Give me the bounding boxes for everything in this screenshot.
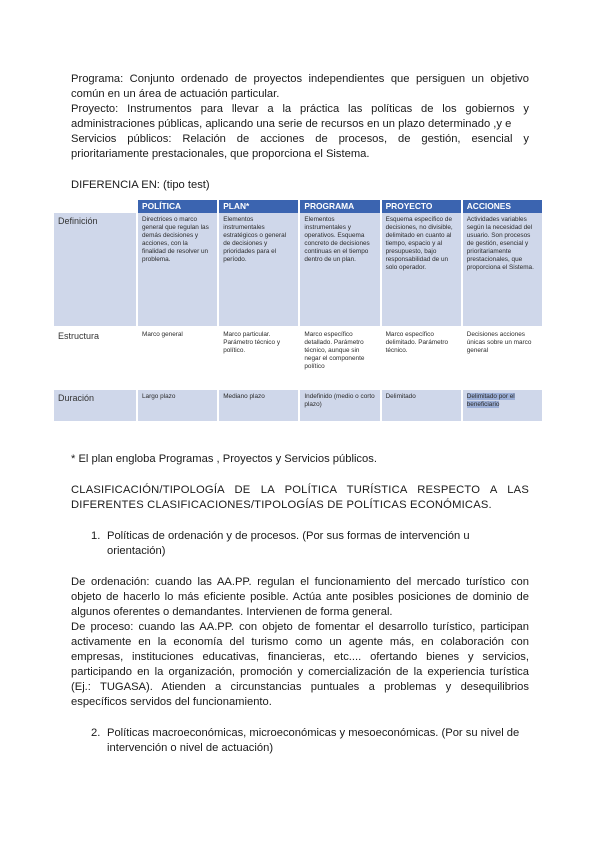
list-item: [91, 529, 529, 559]
clasificacion-heading: CLASIFICACIÓN/TIPOLOGÍA DE LA POLÍTICA TURÍSTICA RESPECTO A LAS DIFERENTES CLASIFICACIONES/TIPOLOGÍAS DE POLÍTICAS ECONÓMICAS.: [71, 484, 529, 511]
header-acciones: ACCIONES: [463, 200, 542, 213]
proceso-paragraph: De proceso: cuando las AA.PP. con objeto de fomentar el desarrollo turístico, participan activamente en la economía del turismo como un agente más, en colaboración con empresas, instituciones educativas, financieras, etc.... ofertando bienes y servicios, participando en la organización, promoción y comercialización de la experiencia turística (Ej.: TUGASA). Atienden a circunstancias puntuales a problemas y desequilibrios específicos servidos del funcionamiento.: [71, 621, 529, 708]
list-number: 2.: [91, 727, 101, 739]
header-programa: PROGRAMA: [300, 200, 379, 213]
table-cell: Marco específico delimitado. Parámetro técnico.: [382, 328, 461, 390]
table-header-row: [54, 200, 542, 213]
list-text: Políticas de ordenación y de procesos. (Por sus formas de intervención u orientación): [107, 530, 470, 557]
intro-section: [71, 72, 529, 193]
table-cell: Marco general: [138, 328, 217, 390]
diferencia-label: DIFERENCIA EN: (tipo test): [71, 179, 210, 191]
table-row: [54, 328, 542, 390]
comparison-table: [52, 200, 544, 438]
table-row: [54, 390, 542, 423]
table-cell: Delimitado: [382, 390, 461, 423]
proyecto-definition: Proyecto: Instrumentos para llevar a la práctica las políticas de los gobiernos y administraciones públicas, aplicando una serie de recursos en un plazo determinado ,y e: [71, 103, 529, 130]
highlighted-text: Delimitado por el beneficiario: [466, 393, 515, 408]
table-cell: Indefinido (medio o corto plazo): [300, 390, 379, 423]
table-cell: Directrices o marco general que regulan las demás decisiones y acciones, con la finalidad de resolver un problema.: [138, 213, 217, 328]
table-row: [54, 213, 542, 328]
table-cell: Esquema específico de decisiones, no divisible, delimitado en cuanto al tiempo, espacio y al presupuesto, bajo responsabilidad de un solo operador.: [382, 213, 461, 328]
list-number: 1.: [91, 530, 101, 542]
header-plan: PLAN*: [219, 200, 298, 213]
servicios-definition: Servicios públicos: Relación de acciones de procesos, de gestión, esencial y prioritariamente prestacionales, que proporciona el Sistema.: [71, 133, 529, 160]
list-text: Políticas macroeconómicas, microeconómicas y mesoeconómicas. (Por su nivel de intervención o nivel de actuación): [107, 727, 520, 754]
row-label-estructura: Estructura: [54, 328, 136, 390]
table-cell: Mediano plazo: [219, 390, 298, 423]
programa-definition: Programa: Conjunto ordenado de proyectos independientes que persiguen un objetivo común en un área de actuación particular.: [71, 73, 529, 100]
table-cell: Decisiones acciones únicas sobre un marco general: [463, 328, 542, 390]
header-proyecto: PROYECTO: [382, 200, 461, 213]
table-cell: Marco particular. Parámetro técnico y político.: [219, 328, 298, 390]
header-politica: POLÍTICA: [138, 200, 217, 213]
row-label-definicion: Definición: [54, 213, 136, 328]
ordenacion-paragraph: De ordenación: cuando las AA.PP. regulan el funcionamiento del mercado turístico con objeto de hacerlo lo más eficiente posible. Actúa ante posibles posiciones de dominio de algunos oferentes o demandantes. Intervienen de forma general.: [71, 576, 529, 618]
table-cell: Marco específico detallado. Parámetro técnico, aunque sin negar el componente político: [300, 328, 379, 390]
table-corner: [54, 200, 136, 213]
plan-note: * El plan engloba Programas , Proyectos y Servicios públicos.: [71, 453, 377, 465]
table-cell: Actividades variables según la necesidad del usuario. Son procesos de gestión, esencial y prioritariamente prestacionales, que proporciona el Sistema.: [463, 213, 542, 328]
classification-section: [71, 452, 529, 756]
list-item: [91, 726, 529, 756]
table-cell: Largo plazo: [138, 390, 217, 423]
table-cell: [463, 390, 542, 423]
table-cell: Elementos instrumentales estratégicos o general de decisiones y prioridades para el período.: [219, 213, 298, 328]
row-label-duracion: Duración: [54, 390, 136, 423]
table-cell: Elementos instrumentales y operativos. Esquema concreto de decisiones continuas en el tiempo dentro de un plan.: [300, 213, 379, 328]
